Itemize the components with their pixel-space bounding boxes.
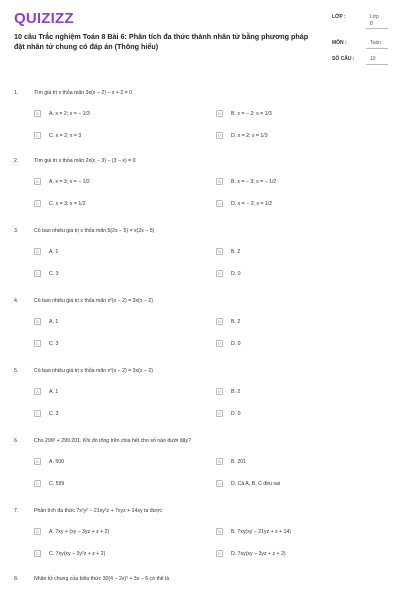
option-text: C. 599 (49, 480, 65, 487)
option-b[interactable] (216, 110, 366, 120)
meta-socau-value: 10 (370, 56, 376, 62)
option-letter-box: B (216, 178, 223, 185)
option-text: D. 0 (231, 410, 241, 417)
option-letter-box: B (216, 388, 223, 395)
option-text: C. x = 3; x = 1/2 (49, 200, 86, 207)
option-text: D. 7xy(xy − 3yz + z + 2) (231, 550, 286, 557)
question-text: Tìm giá trị x thỏa mãn 2x(x − 3) − (3 − x) = 0 (34, 158, 136, 164)
option-a[interactable] (34, 458, 184, 468)
option-letter-box: A (34, 318, 41, 325)
option-text: B. 201 (231, 458, 246, 465)
option-d[interactable] (216, 200, 366, 210)
option-letter-box: C (34, 480, 41, 487)
option-letter-box: A (34, 248, 41, 255)
option-letter-box: A (34, 178, 41, 185)
option-text: A. 7xy + (xy − 3yz + z + 2) (49, 528, 110, 535)
option-letter-box: D (216, 132, 223, 139)
page-title (14, 32, 314, 51)
option-c[interactable] (34, 340, 184, 350)
option-d[interactable] (216, 270, 366, 280)
option-b[interactable] (216, 248, 366, 258)
option-letter-box: D (216, 200, 223, 207)
option-d[interactable] (216, 480, 366, 490)
option-b[interactable] (216, 458, 366, 468)
option-text: C. 3 (49, 270, 59, 277)
option-text: C. 3 (49, 410, 59, 417)
question-number: 8. (14, 576, 19, 582)
option-letter-box: D (216, 270, 223, 277)
option-text: A. x = 3; x = − 1/2 (49, 178, 90, 185)
question-text: Tìm giá trị x thỏa mãn 3x(x − 2) − x + 2 = 0 (34, 90, 133, 96)
option-b[interactable] (216, 528, 366, 538)
question-text: Có bao nhiêu giá trị x thỏa mãn x²(x − 2) = 3x(x − 2) (34, 298, 153, 304)
option-c[interactable] (34, 132, 184, 142)
option-text: D. 0 (231, 340, 241, 347)
option-text: B. 2 (231, 248, 241, 255)
title-line-1: 10 câu Trắc nghiệm Toán 8 Bài 6: Phân tích đa thức thành nhân tử bằng phương pháp (14, 32, 309, 41)
option-letter-box: C (34, 200, 41, 207)
option-text: B. 2 (231, 318, 241, 325)
option-letter-box: D (216, 410, 223, 417)
option-text: C. x = 2; x = 3 (49, 132, 82, 139)
worksheet-header (0, 0, 400, 78)
option-c[interactable] (34, 480, 184, 490)
meta-mon-value: Toán (370, 40, 381, 46)
option-letter-box: B (216, 528, 223, 535)
option-letter-box: A (34, 110, 41, 117)
option-text: A. 500 (49, 458, 64, 465)
option-letter-box: C (34, 410, 41, 417)
option-text: A. 1 (49, 388, 59, 395)
question-number: 5. (14, 368, 19, 374)
option-a[interactable] (34, 110, 184, 120)
option-a[interactable] (34, 178, 184, 188)
option-letter-box: C (34, 340, 41, 347)
option-letter-box: C (34, 132, 41, 139)
question-number: 7. (14, 508, 19, 514)
option-text: A. 1 (49, 248, 59, 255)
question-number: 4. (14, 298, 19, 304)
option-text: C. 7xy(xy − 3y²z + z + 2) (49, 550, 106, 557)
option-c[interactable] (34, 410, 184, 420)
option-text: A. 1 (49, 318, 59, 325)
question-number: 3. (14, 228, 19, 234)
option-a[interactable] (34, 318, 184, 328)
meta-socau-label: SỐ CÂU : (332, 56, 355, 62)
option-a[interactable] (34, 388, 184, 398)
meta-mon-label: MÔN : (332, 40, 347, 46)
option-d[interactable] (216, 340, 366, 350)
option-letter-box: B (216, 110, 223, 117)
option-d[interactable] (216, 132, 366, 142)
meta-lop-value-2: 8 (370, 21, 373, 27)
option-text: B. 7xy(xy − 21yz + z + 14) (231, 528, 292, 535)
option-letter-box: A (34, 458, 41, 465)
option-text: D. x = − 3; x = 1/2 (231, 200, 273, 207)
option-d[interactable] (216, 410, 366, 420)
option-letter-box: B (216, 318, 223, 325)
option-letter-box: C (34, 550, 41, 557)
option-c[interactable] (34, 200, 184, 210)
question-number: 2. (14, 158, 19, 164)
option-text: C. 3 (49, 340, 59, 347)
option-text: D. 0 (231, 270, 241, 277)
option-b[interactable] (216, 388, 366, 398)
option-text: D. Cả A, B, C đều sai (231, 480, 281, 487)
option-letter-box: A (34, 528, 41, 535)
option-letter-box: D (216, 480, 223, 487)
option-letter-box: A (34, 388, 41, 395)
title-line-2: đặt nhân tử chung có đáp án (Thông hiểu) (14, 41, 159, 51)
option-letter-box: B (216, 458, 223, 465)
option-letter-box: D (216, 550, 223, 557)
meta-underline (366, 28, 388, 29)
option-a[interactable] (34, 248, 184, 258)
option-c[interactable] (34, 550, 184, 560)
meta-underline (366, 64, 388, 65)
option-letter-box: D (216, 340, 223, 347)
option-c[interactable] (34, 270, 184, 280)
meta-lop-value-1: Lớp (370, 14, 379, 20)
option-b[interactable] (216, 178, 366, 188)
question-text: Cho 299² + 299.201. Khi đó tổng trên chia hết cho số nào dưới đây? (34, 438, 191, 444)
question-number: 6. (14, 438, 19, 444)
meta-lop-label: LỚP : (332, 14, 346, 20)
option-a[interactable] (34, 528, 184, 538)
question-number: 1. (14, 90, 19, 96)
option-letter-box: B (216, 248, 223, 255)
question-text: Nhân tử chung của biểu thức 30(4 − 2x)² + 3x − 6 có thể là (34, 576, 170, 582)
option-letter-box: C (34, 270, 41, 277)
option-text: B. x = − 3; x = − 1/2 (231, 178, 277, 185)
question-text: Có bao nhiêu giá trị x thỏa mãn x²(x − 2) = 3x(x − 2) (34, 368, 153, 374)
option-text: A. x = 2; x = − 1/3 (49, 110, 90, 117)
option-text: D. x = 2; x = 1/3 (231, 132, 268, 139)
meta-underline (366, 48, 388, 49)
question-text: Phân tích đa thức 7x²y² − 21xy²z + 7xyz + 14xy ta được (34, 508, 163, 514)
option-d[interactable] (216, 550, 366, 560)
brand-logo: QUIZIZZ (14, 10, 74, 27)
option-text: B. 2 (231, 388, 241, 395)
question-text: Có bao nhiêu giá trị x thỏa mãn 5(2x − 5) = x(2x − 5) (34, 228, 155, 234)
option-b[interactable] (216, 318, 366, 328)
option-text: B. x = − 2; x = 1/3 (231, 110, 272, 117)
